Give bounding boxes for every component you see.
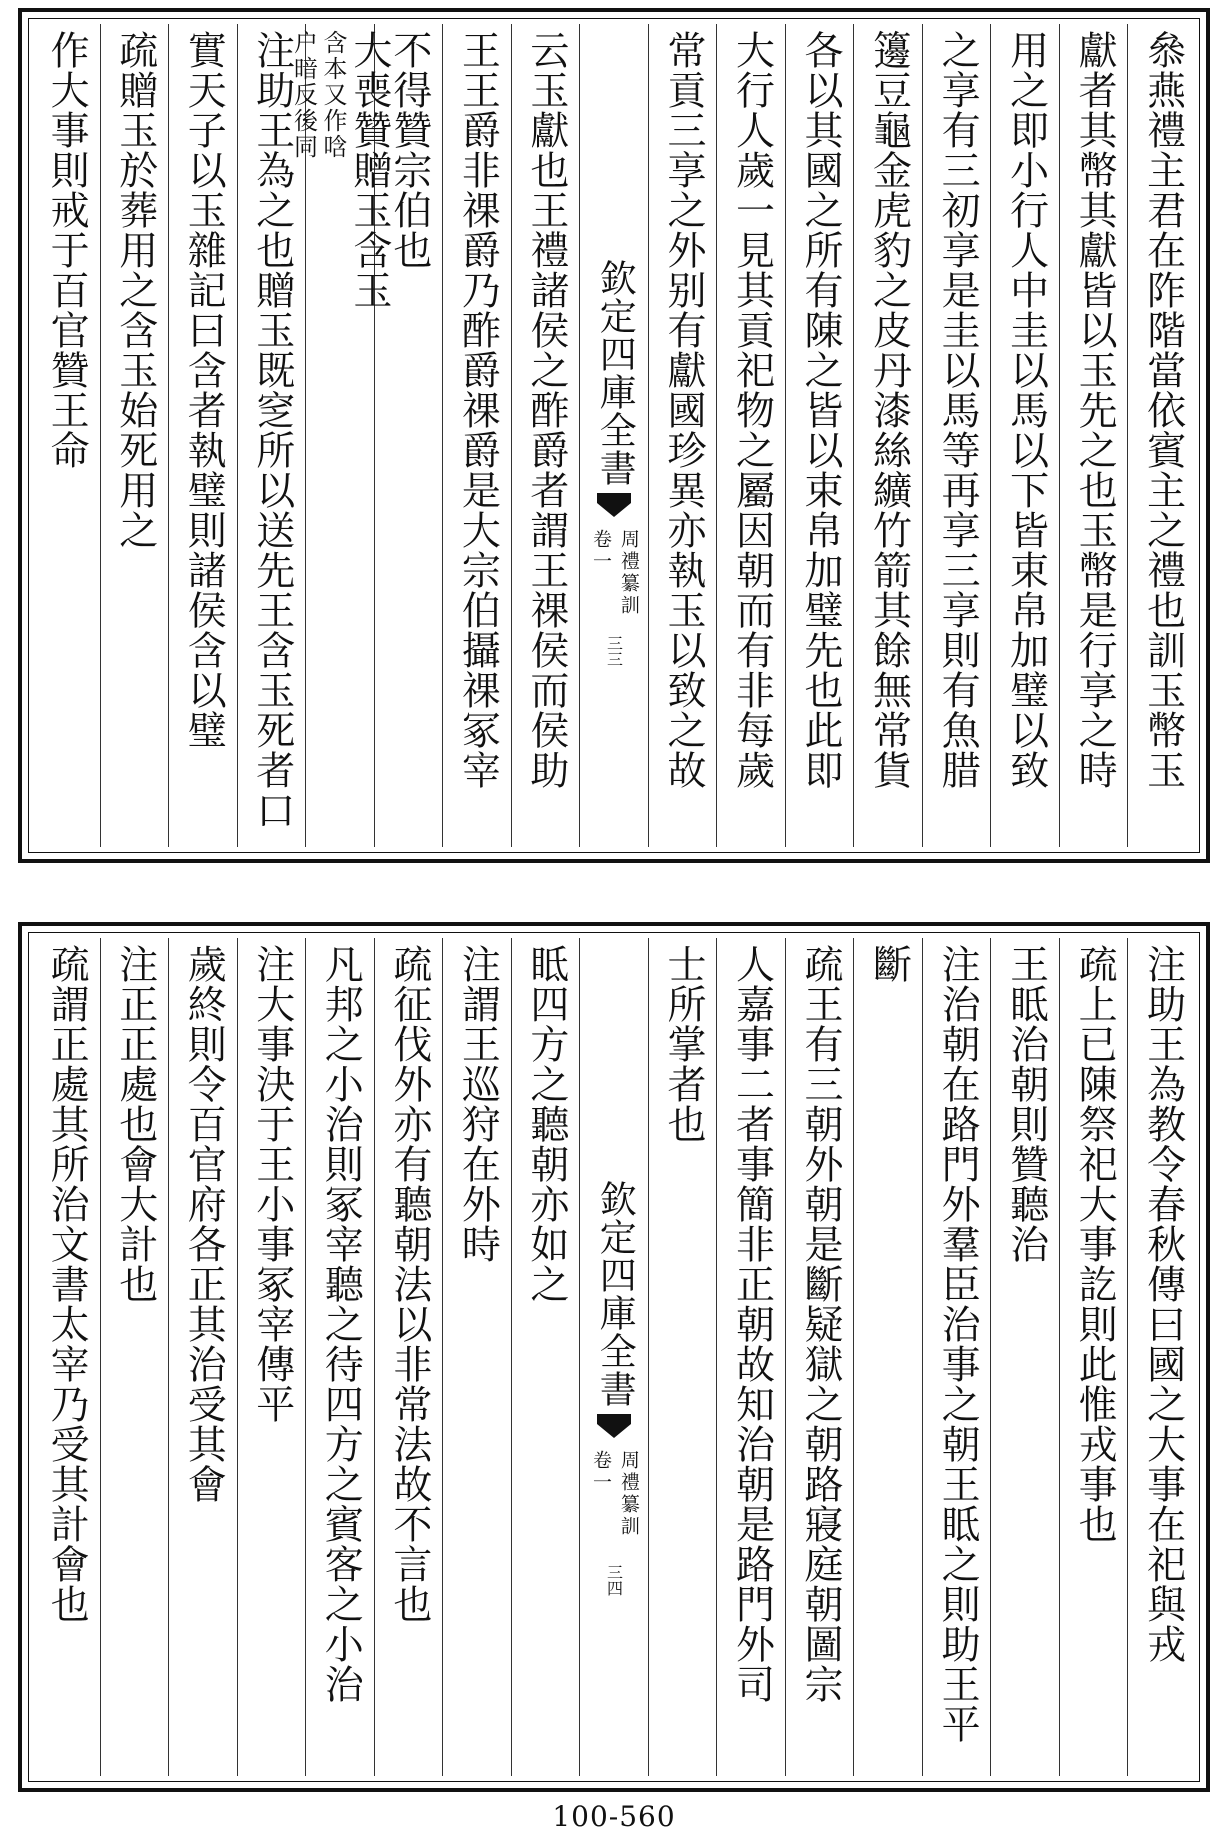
top-columns — [32, 24, 1196, 847]
center-fold-column — [579, 24, 648, 847]
column-text: 不得贊宗伯也 — [386, 30, 432, 270]
text-column — [237, 938, 306, 1776]
column-text: 云玉獻也王禮諸侯之酢爵者謂王祼侯而侯助 — [523, 30, 569, 790]
text-column — [990, 938, 1059, 1776]
text-column — [511, 24, 580, 847]
top-page-frame — [18, 8, 1210, 863]
center-fold-column — [579, 938, 648, 1776]
center-meta — [589, 1446, 639, 1538]
note-line: 含本又作唅 — [319, 30, 348, 160]
center-meta — [589, 525, 639, 617]
text-column — [1127, 24, 1196, 847]
text-column — [289, 24, 392, 847]
text-column — [648, 938, 717, 1776]
text-column — [100, 938, 169, 1776]
column-text: 眡四方之聽朝亦如之 — [523, 944, 569, 1304]
text-column — [853, 24, 922, 847]
column-text: 作大事則戒于百官贊王命 — [44, 30, 90, 470]
column-text: 注助王為教令春秋傳曰國之大事在祀與戎 — [1140, 944, 1186, 1664]
text-column — [922, 24, 991, 847]
text-column — [305, 938, 374, 1776]
text-column — [374, 938, 443, 1776]
text-column — [922, 938, 991, 1776]
column-text: 注謂王巡狩在外時 — [455, 944, 501, 1264]
column-text: 常貢三享之外别有獻國珍異亦執玉以致之故 — [660, 30, 706, 790]
bottom-page-frame — [18, 922, 1210, 1792]
text-column — [168, 938, 237, 1776]
column-text: 斷 — [866, 944, 912, 984]
column-text: 用之即小行人中圭以馬以下皆束帛加璧以致 — [1003, 30, 1049, 790]
text-column — [511, 938, 580, 1776]
column-text: 籩豆龜金虎豹之皮丹漆絲纊竹箭其餘無常貨 — [866, 30, 912, 790]
column-text: 大喪贊贈玉含玉 — [346, 30, 392, 310]
column-text: 大行人歲一見其貢祀物之屬因朝而有非每歲 — [729, 30, 775, 790]
running-title: 周禮纂訓 — [617, 1450, 640, 1538]
text-column — [785, 24, 854, 847]
running-title: 周禮纂訓 — [617, 528, 640, 617]
text-column — [1059, 938, 1128, 1776]
text-column — [785, 938, 854, 1776]
fishtail-mark-icon — [597, 493, 631, 519]
bottom-columns — [32, 938, 1196, 1776]
column-text: 注治朝在路門外羣臣治事之朝王眡之則助王平 — [935, 944, 981, 1744]
text-column — [100, 24, 169, 847]
folio-number: 三四 — [604, 1564, 624, 1596]
text-column — [442, 938, 511, 1776]
column-text: 各以其國之所有陳之皆以束帛加璧先也此即 — [798, 30, 843, 790]
text-column — [853, 938, 922, 1776]
note-line: 户暗反後同 — [289, 30, 318, 160]
column-text: 之享有三初享是圭以馬等再享三享則有魚腊 — [935, 30, 981, 790]
text-column — [990, 24, 1059, 847]
text-column — [716, 24, 785, 847]
folio-number: 三三 — [604, 635, 624, 667]
juan-label: 卷一 — [589, 528, 612, 573]
column-text: 疏謂正處其所治文書太宰乃受其計會也 — [44, 944, 90, 1624]
text-column — [1059, 24, 1128, 847]
column-text: 疏王有三朝外朝是斷疑獄之朝路寢庭朝圖宗 — [798, 944, 843, 1704]
column-text: 注大事決于王小事冢宰傳平 — [249, 944, 295, 1424]
text-column — [168, 24, 237, 847]
column-text: 疏上已陳祭祀大事訖則此惟戎事也 — [1072, 944, 1118, 1544]
column-text: 王王爵非祼爵乃酢爵祼爵是大宗伯攝祼冢宰 — [455, 30, 501, 790]
column-text: 叅燕禮主君在阼階當依賓主之禮也訓玉幣玉 — [1140, 30, 1186, 790]
column-text: 注助王為之也贈玉既窆所以送先王含玉死者口 — [249, 30, 295, 830]
column-text: 實天子以玉雜記曰含者執璧則諸侯含以璧 — [181, 30, 227, 750]
text-column — [442, 24, 511, 847]
column-text: 疏贈玉於葬用之含玉始死用之 — [112, 30, 158, 550]
text-column — [648, 24, 717, 847]
column-text: 疏征伐外亦有聽朝法以非常法故不言也 — [386, 944, 432, 1624]
text-column — [716, 938, 785, 1776]
juan-label: 卷一 — [589, 1450, 612, 1494]
column-text: 人嘉事二者事簡非正朝故知治朝是路門外司 — [729, 944, 775, 1704]
column-text: 注正正處也會大計也 — [112, 944, 158, 1304]
text-column — [32, 938, 100, 1776]
column-text: 歲終則令百官府各正其治受其會 — [181, 944, 227, 1504]
text-column — [32, 24, 100, 847]
text-column — [1127, 938, 1196, 1776]
text-column — [237, 24, 306, 847]
book-title: 欽定四庫全書 — [593, 258, 637, 487]
column-text: 獻者其幣其獻皆以玉先之也玉幣是行享之時 — [1072, 30, 1118, 790]
column-text: 士所掌者也 — [660, 944, 706, 1144]
fishtail-mark-icon — [597, 1414, 631, 1440]
page-number: 100-560 — [552, 1800, 676, 1833]
book-title: 欽定四庫全書 — [593, 1180, 637, 1408]
column-text: 王眡治朝則贊聽治 — [1003, 944, 1049, 1264]
column-text: 凡邦之小治則冢宰聽之待四方之賓客之小治 — [318, 944, 364, 1704]
